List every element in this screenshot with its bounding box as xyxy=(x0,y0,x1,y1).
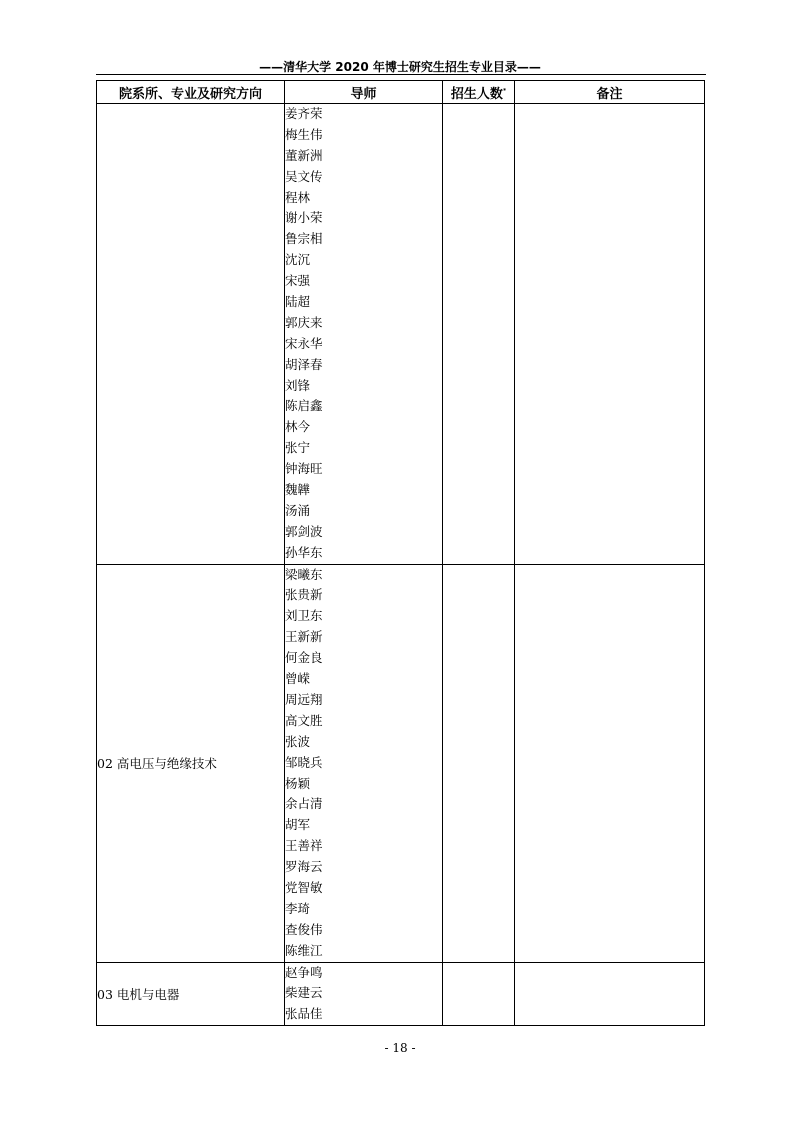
advisor-name: 董新洲 xyxy=(285,147,323,163)
advisor-name: 孙华东 xyxy=(285,544,323,560)
advisor-name: 程林 xyxy=(285,189,311,205)
advisor-name: 王新新 xyxy=(285,629,323,645)
advisor-name: 刘锋 xyxy=(285,377,311,393)
research-direction-cell: 03 电机与电器 xyxy=(97,962,285,1026)
column-header-quota xyxy=(443,81,515,104)
advisor-name: 梅生伟 xyxy=(285,126,323,142)
advisor-name: 郭庆来 xyxy=(285,314,323,330)
quota-label: 招生人数 xyxy=(450,86,503,102)
advisor-name: 吴文传 xyxy=(285,168,323,184)
advisor-name: 宋强 xyxy=(285,273,311,289)
page-number: - 18 - xyxy=(384,1041,416,1055)
table-row xyxy=(97,104,705,565)
advisor-list-cell xyxy=(285,962,443,1026)
advisor-name: 赵争鸣 xyxy=(285,964,323,980)
quota-cell xyxy=(443,564,515,962)
advisor-name: 陈维江 xyxy=(285,942,323,958)
advisor-name: 周远翔 xyxy=(285,691,323,707)
page-header: ——清华大学 2020 年博士研究生招生专业目录—— xyxy=(259,60,541,74)
advisor-name: 鲁宗相 xyxy=(285,231,323,247)
advisor-name: 谢小荣 xyxy=(285,210,323,226)
advisor-name: 胡军 xyxy=(285,817,311,833)
advisor-name: 陆超 xyxy=(285,294,311,310)
advisor-name: 刘卫东 xyxy=(285,608,323,624)
advisor-name: 钟海旺 xyxy=(285,461,323,477)
advisor-name: 邹晓兵 xyxy=(285,754,323,770)
advisor-name: 查俊伟 xyxy=(285,921,323,937)
advisor-name: 林今 xyxy=(285,419,311,435)
advisor-name: 魏韡 xyxy=(285,482,311,498)
quota-cell xyxy=(443,962,515,1026)
advisor-name: 沈沉 xyxy=(285,252,311,268)
advisor-list-cell xyxy=(285,104,443,565)
note-cell xyxy=(515,104,705,565)
advisor-name: 柴建云 xyxy=(285,985,323,1001)
note-cell xyxy=(515,564,705,962)
table-row xyxy=(97,564,705,962)
catalog-table xyxy=(96,80,705,1026)
column-header-advisor: 导师 xyxy=(285,81,443,104)
advisor-name: 姜齐荣 xyxy=(285,106,323,121)
advisor-name: 张贵新 xyxy=(285,587,323,603)
advisor-name: 何金良 xyxy=(285,650,323,666)
advisor-name: 余占清 xyxy=(285,796,323,812)
advisor-list-cell xyxy=(285,564,443,962)
advisor-name: 杨颖 xyxy=(285,775,311,791)
advisor-name: 罗海云 xyxy=(285,859,323,875)
advisor-name: 郭剑波 xyxy=(285,523,323,539)
advisor-name: 曾嵘 xyxy=(285,671,311,687)
quota-cell xyxy=(443,104,515,565)
advisor-name: 陈启鑫 xyxy=(285,398,323,414)
table-header-row xyxy=(97,81,705,104)
advisor-name: 张波 xyxy=(285,733,311,749)
research-direction-cell xyxy=(97,104,285,565)
advisor-name: 梁曦东 xyxy=(285,566,323,582)
advisor-name: 李琦 xyxy=(285,900,311,916)
advisor-name: 党智敏 xyxy=(285,879,323,895)
advisor-name: 胡泽春 xyxy=(285,356,323,372)
advisor-name: 宋永华 xyxy=(285,335,323,351)
advisor-name: 王善祥 xyxy=(285,838,323,854)
column-header-note: 备注 xyxy=(515,81,705,104)
advisor-name: 张宁 xyxy=(285,440,311,456)
advisor-name: 汤涌 xyxy=(285,502,311,518)
header-rule xyxy=(96,74,706,75)
research-direction-cell: 02 高电压与绝缘技术 xyxy=(97,564,285,962)
table-row xyxy=(97,962,705,1026)
note-cell xyxy=(515,962,705,1026)
advisor-name: 高文胜 xyxy=(285,712,323,728)
advisor-name: 张品佳 xyxy=(285,1006,323,1022)
quota-footnote-mark: * xyxy=(502,87,507,95)
column-header-dept: 院系所、专业及研究方向 xyxy=(97,81,285,104)
